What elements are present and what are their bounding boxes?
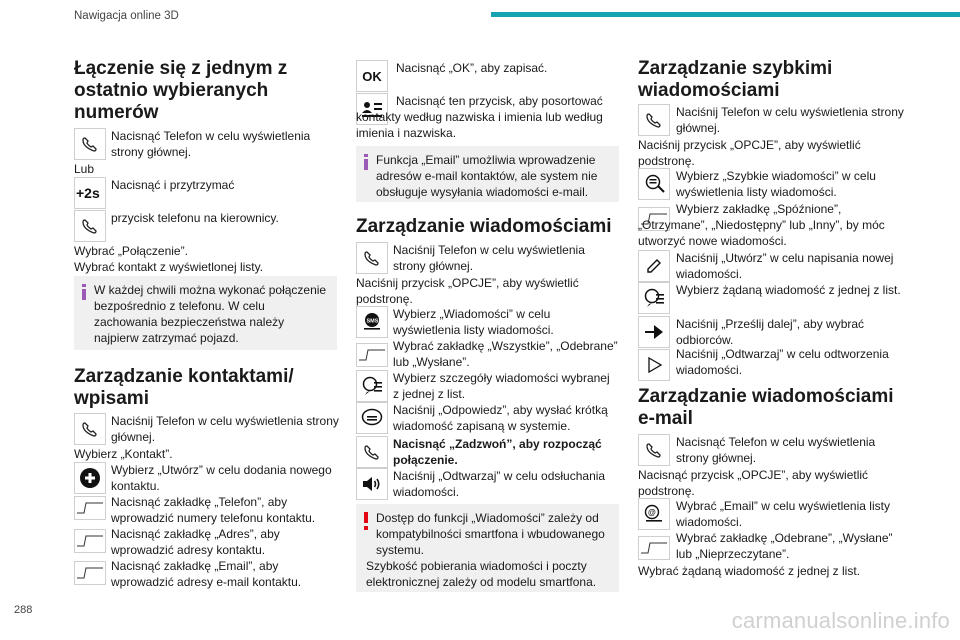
- watermark: carmanualsonline.info: [731, 608, 950, 633]
- text-steering-button: przycisk telefonu na kierownicy.: [111, 211, 279, 225]
- text-select-tab-email: Wybrać zakładkę „Odebrane”, „Wysłane” lub „Nieprzeczytane”.: [676, 531, 893, 561]
- message-details-icon[interactable]: [356, 370, 388, 402]
- text-press-phone-5: Nacisnąć Telefon w celu wyświetlenia strony głównej.: [676, 435, 876, 465]
- add-icon[interactable]: [74, 462, 106, 494]
- text-press-ok: Nacisnąć „OK”, aby zapisać.: [396, 61, 548, 75]
- text-reply: Naciśnij „Odpowiedz”, aby wysłać krótką wiadomość zapisaną w systemie.: [393, 403, 608, 433]
- text-select-email: Wybrać „Email” w celu wyświetlenia listy wiadomości.: [676, 499, 890, 529]
- quick-messages-icon[interactable]: [638, 168, 670, 200]
- ok-button-icon[interactable]: [356, 60, 388, 92]
- heading-recent-numbers: Łączenie się z jednym z ostatnio wybieranych numerów: [74, 58, 288, 123]
- tab-icon-email[interactable]: [74, 561, 106, 585]
- text-select-tab-quick: Wybierz zakładkę „Spóźnione”, „Otrzymane”, „Niedostępny” lub „Inny”, by móc utworzyć nowe wiadomości.: [638, 202, 885, 248]
- svg-text:+2s: +2s: [76, 185, 100, 201]
- text-press-phone: Nacisnąć Telefon w celu wyświetlenia strony głównej.: [111, 129, 311, 159]
- text-options-button-2: Naciśnij przycisk „OPCJE”, aby wyświetlić podstronę.: [638, 138, 861, 168]
- phone-icon-4[interactable]: [638, 104, 670, 136]
- info-note-call: [74, 276, 337, 350]
- info-note-email-text: Funkcja „Email” umożliwia wprowadzenie adresów e-mail kontaktów, ale system nie obsługuje wysyłania wiadomości e-mail.: [376, 153, 598, 199]
- phone-hold-icon[interactable]: [74, 177, 106, 209]
- text-select-messages: Wybierz „Wiadomości” w celu wyświetlenia listy wiadomości.: [393, 307, 554, 337]
- text-tab-email: Nacisnąć zakładkę „Email”, aby wprowadzić adresy e-mail kontaktu.: [111, 559, 302, 589]
- text-quick-messages: Wybierz „Szybkie wiadomości” w celu wyświetlenia listy wiadomości.: [676, 169, 876, 199]
- phone-icon-5[interactable]: [638, 434, 670, 466]
- text-sort-contacts: Nacisnąć ten przycisk, aby posortować kontakty według nazwiska i imienia lub według imienia i nazwiska.: [356, 94, 603, 140]
- text-tab-phone: Nacisnąć zakładkę „Telefon”, aby wprowadzić numery telefonu kontaktu.: [111, 495, 316, 525]
- tab-icon-phone[interactable]: [74, 496, 106, 520]
- text-press-phone-4: Naciśnij Telefon w celu wyświetlenia strony głównej.: [676, 105, 904, 135]
- heading-quick-messages: Zarządzanie szybkimi wiadomościami: [638, 58, 833, 101]
- text-forward: Naciśnij „Prześlij dalej”, aby wybrać odbiorców.: [676, 317, 865, 347]
- text-create-message: Naciśnij „Utwórz” w celu napisania nowej wiadomości.: [676, 251, 894, 281]
- page-number: 288: [14, 604, 33, 616]
- create-message-icon[interactable]: [638, 250, 670, 282]
- text-select-connection: Wybrać „Połączenie”.: [74, 244, 188, 258]
- tab-icon-email-2[interactable]: [638, 536, 670, 560]
- steering-phone-icon[interactable]: [74, 210, 106, 242]
- forward-icon[interactable]: [638, 316, 670, 348]
- text-select-tab-messages: Wybrać zakładkę „Wszystkie”, „Odebrane” lub „Wysłane”.: [393, 339, 618, 369]
- info-note-email: [356, 146, 619, 202]
- call-icon[interactable]: [356, 436, 388, 468]
- svg-text:SMS: SMS: [366, 318, 379, 325]
- phone-icon-3[interactable]: [356, 242, 388, 274]
- warning-note-text-2: Szybkość pobierania wiadomości i poczty elektronicznej zależy od modelu smartfona.: [366, 559, 597, 589]
- heading-email: Zarządzanie wiadomościami e-mail: [638, 386, 894, 429]
- email-icon[interactable]: [638, 498, 670, 530]
- text-tab-address: Nacisnąć zakładkę „Adres”, aby wprowadzić adresy kontaktu.: [111, 527, 280, 557]
- text-options-button: Naciśnij przycisk „OPCJE”, aby wyświetlić podstronę.: [356, 276, 579, 306]
- ok-label: OK: [362, 68, 382, 84]
- text-select-contact-tab: Wybierz „Kontakt”.: [74, 447, 173, 461]
- info-icon-2: [363, 154, 369, 170]
- message-list-icon[interactable]: [638, 282, 670, 314]
- heading-messages: Zarządzanie wiadomościami: [356, 216, 612, 237]
- text-select-contact: Wybrać kontakt z wyświetlonej listy.: [74, 260, 264, 274]
- warning-note-text-1: Dostęp do funkcji „Wiadomości” zależy od kompatybilności smartfona i wbudowanego systemu.: [376, 511, 605, 557]
- sms-icon[interactable]: [356, 306, 388, 338]
- text-play-message: Naciśnij „Odtwarzaj” w celu odsłuchania wiadomości.: [393, 469, 606, 499]
- text-press-phone-3: Naciśnij Telefon w celu wyświetlenia strony głównej.: [393, 243, 585, 273]
- warning-note-messages: [356, 504, 619, 592]
- header-accent-bar: [491, 12, 960, 17]
- play-icon[interactable]: [638, 349, 670, 381]
- text-press-hold: Nacisnąć i przytrzymać: [111, 178, 235, 192]
- text-create-contact: Wybierz „Utwórz” w celu dodania nowego kontaktu.: [111, 463, 332, 493]
- text-select-email-message: Wybrać żądaną wiadomość z jednej z list.: [638, 564, 860, 578]
- tab-icon-address[interactable]: [74, 529, 106, 553]
- text-select-message: Wybierz żądaną wiadomość z jednej z list.: [676, 283, 901, 297]
- text-play-quick: Naciśnij „Odtwarzaj” w celu odtworzenia wiadomości.: [676, 347, 889, 377]
- text-press-phone-2: Naciśnij Telefon w celu wyświetlenia strony głównej.: [111, 414, 339, 444]
- tab-icon-messages[interactable]: [356, 343, 388, 367]
- heading-contacts: Zarządzanie kontaktami/ wpisami: [74, 366, 294, 409]
- text-message-details: Wybierz szczegóły wiadomości wybranej z jednej z list.: [393, 371, 610, 401]
- info-icon: [81, 284, 87, 300]
- running-header: Nawigacja online 3D: [74, 10, 179, 22]
- reply-icon[interactable]: [356, 402, 388, 434]
- play-audio-icon[interactable]: [356, 468, 388, 500]
- svg-text:@: @: [648, 508, 656, 517]
- text-or: Lub: [74, 162, 95, 176]
- phone-icon-2[interactable]: [74, 413, 106, 445]
- text-call: Nacisnąć „Zadzwoń”, aby rozpocząć połączenie.: [393, 437, 602, 467]
- text-options-button-3: Nacisnąć przycisk „OPCJE”, aby wyświetlić podstronę.: [638, 468, 869, 498]
- info-note-call-text: W każdej chwili można wykonać połączenie bezpośrednio z telefonu. W celu zachowania bezpieczeństwa należy najpierw zatrzymać pojazd.: [94, 283, 327, 345]
- phone-icon[interactable]: [74, 128, 106, 160]
- warning-icon: [363, 512, 369, 530]
